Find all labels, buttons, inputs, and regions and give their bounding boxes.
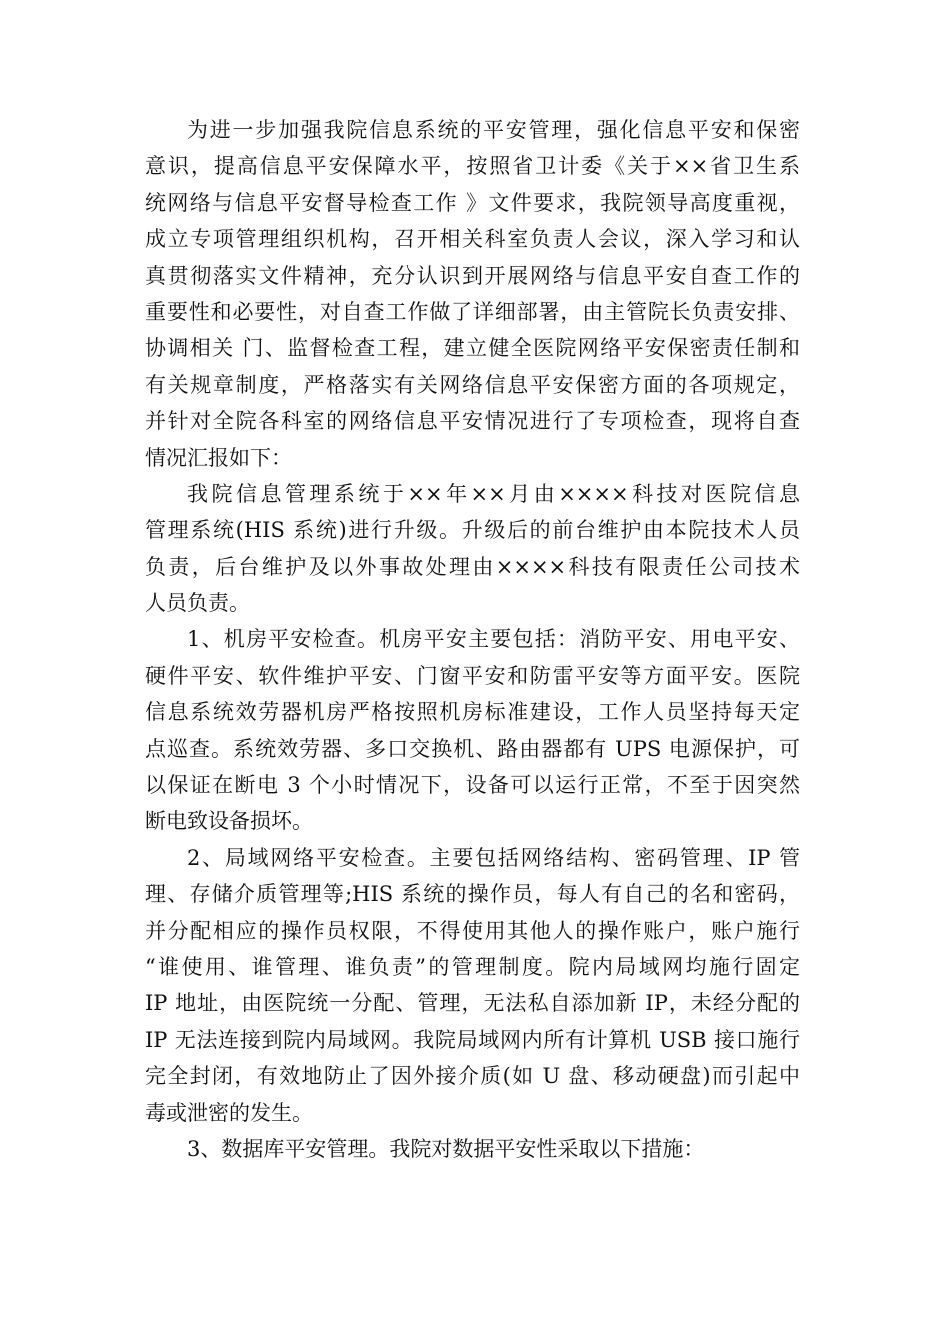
paragraph-line: 有关规章制度，严格落实有关网络信息平安保密方面的各项规定， <box>145 372 800 397</box>
paragraph-line: 成立专项管理组织机构，召开相关科室负责人会议，深入学习和认 <box>145 227 800 252</box>
paragraph-line: 理、存储介质管理等;HIS 系统的操作员，每人有自己的名和密码， <box>145 882 800 907</box>
paragraph-line: 人员负责。 <box>145 591 250 616</box>
paragraph-line: 管理系统(HIS 系统)进行升级。升级后的前台维护由本院技术人员 <box>145 518 800 543</box>
paragraph-line: “谁使用、谁管理、谁负责”的管理制度。院内局域网均施行固定 <box>145 954 800 979</box>
paragraph-line: 以保证在断电 3 个小时情况下，设备可以运行正常，不至于因突然 <box>145 773 800 798</box>
paragraph-line: 情况汇报如下： <box>145 445 292 470</box>
paragraph-first-line: 3、数据库平安管理。我院对数据平安性采取以下措施： <box>187 1136 705 1161</box>
paragraph-line: 真贯彻落实文件精神，充分认识到开展网络与信息平安自查工作的 <box>145 263 800 288</box>
document-body <box>145 112 800 1167</box>
paragraph-line: 信息系统效劳器机房严格按照机房标准建设，工作人员坚持每天定 <box>145 700 800 725</box>
paragraph-line: 重要性和必要性，对自查工作做了详细部署，由主管院长负责安排、 <box>145 299 800 324</box>
paragraph-line: IP 地址，由医院统一分配、管理，无法私自添加新 IP，未经分配的 <box>145 991 800 1016</box>
paragraph-line: 协调相关 门、监督检查工程，建立健全医院网络平安保密责任制和 <box>145 336 800 361</box>
paragraph-line: 并针对全院各科室的网络信息平安情况进行了专项检查，现将自查 <box>145 409 800 434</box>
paragraph-line: 统网络与信息平安督导检查工作 》文件要求，我院领导高度重视， <box>145 190 800 215</box>
paragraph-line: 点巡查。系统效劳器、多口交换机、路由器都有 UPS 电源保护，可 <box>145 736 800 761</box>
paragraph-line: 并分配相应的操作员权限，不得使用其他人的操作账户，账户施行 <box>145 918 800 943</box>
paragraph-line: 硬件平安、软件维护平安、门窗平安和防雷平安等方面平安。医院 <box>145 663 800 688</box>
paragraph-first-line: 为进一步加强我院信息系统的平安管理，强化信息平安和保密 <box>187 118 800 142</box>
paragraph-line: 意识，提高信息平安保障水平，按照省卫计委《关于××省卫生系 <box>145 154 800 179</box>
paragraph-first-line: 1、机房平安检查。机房平安主要包括：消防平安、用电平安、 <box>187 627 800 652</box>
paragraph-first-line: 我院信息管理系统于××年××月由××××科技对医院信息 <box>187 481 800 506</box>
paragraph-line: 断电致设备损坏。 <box>145 809 313 834</box>
paragraph-line: IP 无法连接到院内局域网。我院局域网内所有计算机 USB 接口施行 <box>145 1027 800 1052</box>
paragraph-line: 完全封闭，有效地防止了因外接介质(如 U 盘、移动硬盘)而引起中 <box>145 1064 800 1089</box>
paragraph-line: 毒或泄密的发生。 <box>145 1100 313 1125</box>
paragraph-first-line: 2、局域网络平安检查。主要包括网络结构、密码管理、IP 管 <box>187 845 800 870</box>
paragraph-line: 负责，后台维护及以外事故处理由××××科技有限责任公司技术 <box>145 554 800 579</box>
